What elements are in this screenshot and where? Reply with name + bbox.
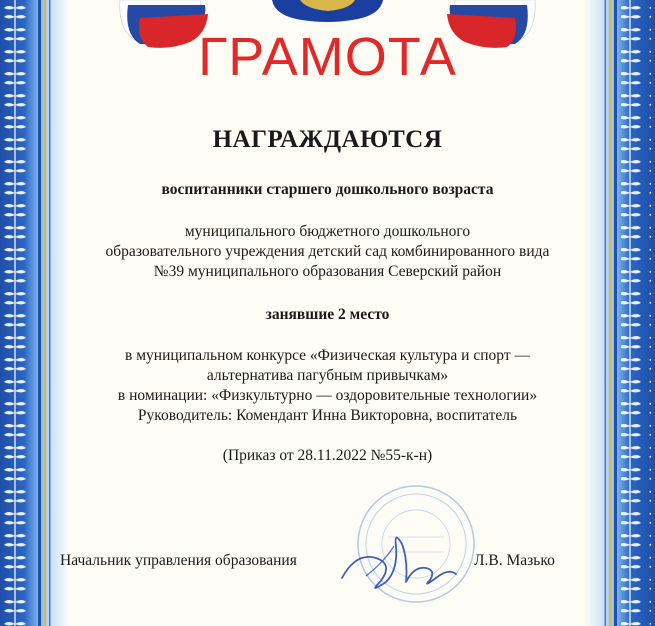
recipients-text: воспитанники старшего дошкольного возраста xyxy=(161,181,494,198)
institution-line-2: образовательного учреждения детский сад комбинированного вида xyxy=(105,243,550,260)
order-text: (Приказ от 28.11.2022 №55-к-н) xyxy=(222,447,433,464)
signatory-name: Л.В. Мазько xyxy=(474,552,555,569)
place-text: занявшие 2 место xyxy=(265,306,390,323)
signatory-position: Начальник управления образования xyxy=(60,552,297,569)
contest-line-1: в муниципальном конкурсе «Физическая культура и спорт — xyxy=(125,347,530,364)
coat-of-arms-icon xyxy=(272,0,383,22)
certificate-title: ГРАМОТА xyxy=(198,27,457,87)
institution-line-3: №39 муниципального образования Северский район xyxy=(153,263,502,280)
nomination-text: в номинации: «Физкультурно — оздоровительные технологии» xyxy=(117,387,538,404)
supervisor-text: Руководитель: Комендант Инна Викторовна, воспитатель xyxy=(137,407,518,424)
round-seal-stamp xyxy=(336,482,486,612)
institution-line-1: муниципального бюджетного дошкольного xyxy=(184,223,471,240)
certificate-subtitle: НАГРАЖДАЮТСЯ xyxy=(212,126,443,153)
contest-line-2: альтернатива пагубным привычкам» xyxy=(206,367,449,384)
signature-row xyxy=(0,552,655,572)
